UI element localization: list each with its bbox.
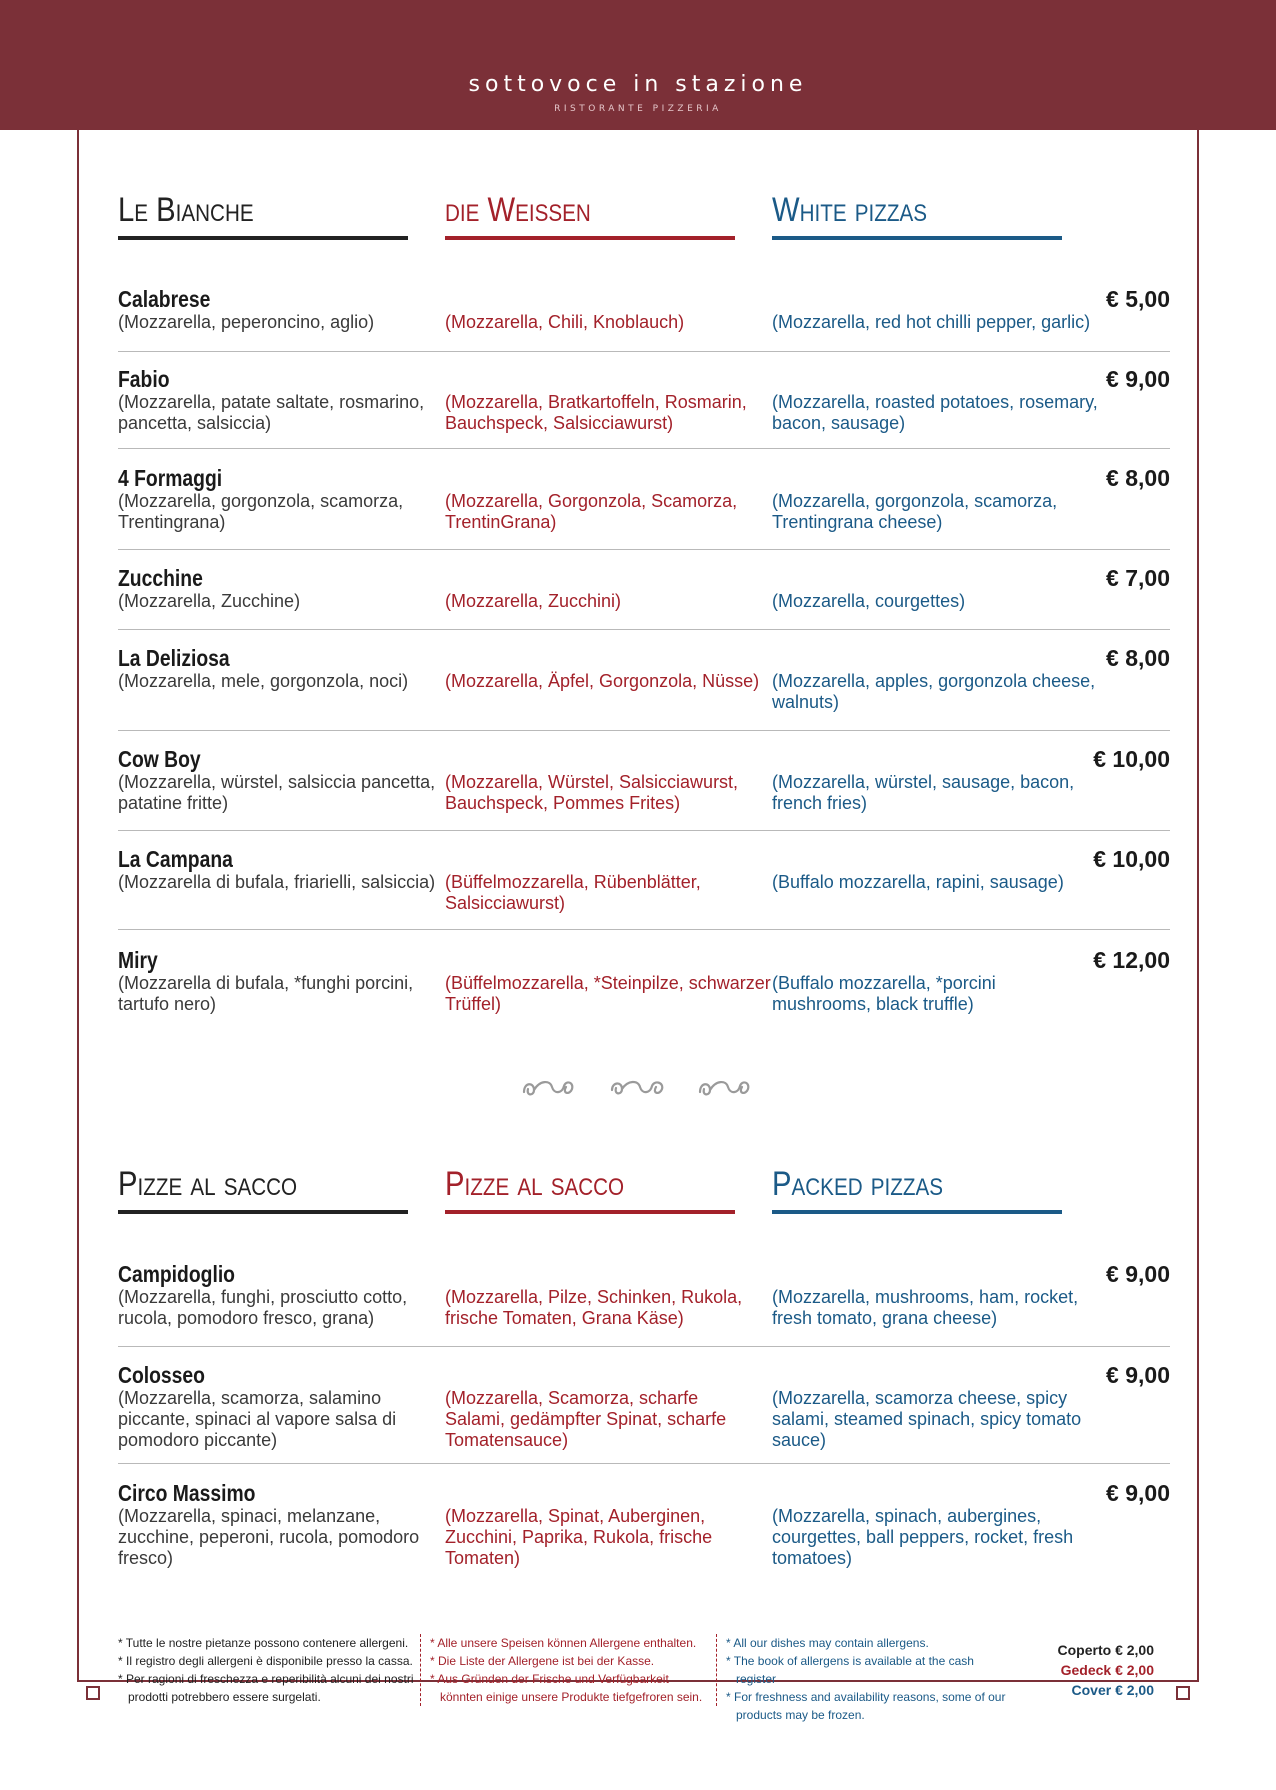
item-price: € 12,00 <box>1093 947 1170 973</box>
cover-charge-it: Coperto € 2,00 <box>1057 1642 1154 1658</box>
item-desc-de: (Mozzarella, Chili, Knoblauch) <box>445 312 685 332</box>
item-separator <box>118 830 1170 831</box>
item-desc-it: (Mozzarella, Zucchine) <box>118 591 301 611</box>
allergen-note: * For freshness and availability reasons, some of our products may be frozen. <box>726 1690 1006 1722</box>
item-price: € 10,00 <box>1093 846 1170 872</box>
item-desc-de: (Mozzarella, Würstel, Salsicciawurst, Bauchspeck, Pommes Frites) <box>445 772 739 813</box>
allergen-note: * Alle unsere Speisen können Allergene enthalten. <box>430 1636 697 1650</box>
sacco-title-de: Pizze al sacco <box>445 1165 625 1203</box>
item-separator <box>118 629 1170 630</box>
item-desc-en: (Mozzarella, mushrooms, ham, rocket, fresh tomato, grana cheese) <box>772 1287 1079 1328</box>
footer-divider <box>420 1634 421 1706</box>
item-desc-it: (Mozzarella, scamorza, salamino piccante, spinaci al vapore salsa di pomodoro piccante) <box>118 1388 397 1450</box>
item-desc-it: (Mozzarella, würstel, salsiccia pancetta, patatine fritte) <box>118 772 436 813</box>
item-desc-en: (Buffalo mozzarella, rapini, sausage) <box>772 872 1064 892</box>
item-name: Miry <box>118 947 158 973</box>
item-desc-it: (Mozzarella, peperoncino, aglio) <box>118 312 375 332</box>
item-desc-it: (Mozzarella di bufala, friarielli, salsiccia) <box>118 872 436 892</box>
allergen-note: * Die Liste der Allergene ist bei der Kasse. <box>430 1654 655 1668</box>
flourish-center <box>612 1082 662 1093</box>
item-desc-it: (Mozzarella, funghi, prosciutto cotto, rucola, pomodoro fresco, grana) <box>118 1287 408 1328</box>
flourish-left <box>524 1082 572 1094</box>
footer-divider <box>716 1634 717 1706</box>
sacco-title-en: Packed pizzas <box>772 1165 943 1203</box>
item-desc-de: (Mozzarella, Zucchini) <box>445 591 622 611</box>
item-separator <box>118 1463 1170 1464</box>
item-desc-it: (Mozzarella, spinaci, melanzane, zucchine, peperoni, rucola, pomodoro fresco) <box>118 1506 420 1568</box>
item-desc-de: (Mozzarella, Äpfel, Gorgonzola, Nüsse) <box>445 671 760 691</box>
item-name: Campidoglio <box>118 1261 235 1287</box>
bianche-rule-en <box>772 236 1062 240</box>
item-desc-en: (Mozzarella, spinach, aubergines, courgettes, ball peppers, rocket, fresh tomatoes) <box>772 1506 1074 1568</box>
item-desc-de: (Mozzarella, Spinat, Auberginen, Zucchini, Paprika, Rukola, frische Tomaten) <box>445 1506 713 1568</box>
sacco-rule-it <box>118 1210 408 1214</box>
sacco-title-it: Pizze al sacco <box>118 1165 298 1203</box>
item-desc-de: (Mozzarella, Gorgonzola, Scamorza, TrentinGrana) <box>445 491 738 532</box>
item-desc-de: (Mozzarella, Pilze, Schinken, Rukola, frische Tomaten, Grana Käse) <box>445 1287 743 1328</box>
item-price: € 9,00 <box>1106 1480 1170 1506</box>
allergen-note: * Il registro degli allergeni è disponibile presso la cassa. <box>118 1654 413 1668</box>
item-desc-it: (Mozzarella di bufala, *funghi porcini, tartufo nero) <box>118 973 414 1014</box>
item-price: € 7,00 <box>1106 565 1170 591</box>
item-desc-en: (Mozzarella, scamorza cheese, spicy salami, steamed spinach, spicy tomato sauce) <box>772 1388 1082 1450</box>
bianche-rule-it <box>118 236 408 240</box>
allergen-note: * Per ragioni di freschezza e reperibilità alcuni dei nostri prodotti potrebbero essere surgelati. <box>118 1672 414 1704</box>
item-name: Fabio <box>118 366 170 392</box>
allergen-note: * All our dishes may contain allergens. <box>726 1636 929 1650</box>
item-price: € 9,00 <box>1106 366 1170 392</box>
bianche-title-en: White pizzas <box>772 191 927 229</box>
item-desc-it: (Mozzarella, patate saltate, rosmarino, pancetta, salsiccia) <box>118 392 425 433</box>
item-desc-de: (Büffelmozzarella, *Steinpilze, schwarzer Trüffel) <box>445 973 771 1014</box>
allergen-note: * Aus Gründen der Frische und Verfügbarkeit könnten einige unsere Produkte tiefgefroren sein. <box>430 1672 703 1704</box>
allergen-notes-it <box>118 1634 416 1706</box>
item-name: Circo Massimo <box>118 1480 256 1506</box>
item-desc-de: (Mozzarella, Bratkartoffeln, Rosmarin, Bauchspeck, Salsicciawurst) <box>445 392 747 433</box>
cover-charge-en: Cover € 2,00 <box>1071 1682 1154 1698</box>
allergen-notes-en <box>726 1634 1016 1724</box>
item-desc-en: (Mozzarella, würstel, sausage, bacon, french fries) <box>772 772 1075 813</box>
item-price: € 8,00 <box>1106 645 1170 671</box>
allergen-notes-de <box>430 1634 710 1706</box>
item-desc-en: (Mozzarella, red hot chilli pepper, garlic) <box>772 312 1091 332</box>
item-price: € 5,00 <box>1106 286 1170 312</box>
item-price: € 8,00 <box>1106 465 1170 491</box>
item-separator <box>118 351 1170 352</box>
ornament-divider <box>518 1072 788 1102</box>
item-desc-en: (Mozzarella, courgettes) <box>772 591 966 611</box>
item-name: Colosseo <box>118 1362 205 1388</box>
allergen-note: * The book of allergens is available at the cash register <box>726 1654 974 1686</box>
item-desc-en: (Mozzarella, roasted potatoes, rosemary, bacon, sausage) <box>772 392 1098 433</box>
cover-charge-de: Gedeck € 2,00 <box>1060 1662 1154 1678</box>
item-name: 4 Formaggi <box>118 465 223 491</box>
item-separator <box>118 1346 1170 1347</box>
sacco-rule-de <box>445 1210 735 1214</box>
cover-charge <box>1058 1640 1154 1700</box>
item-desc-de: (Mozzarella, Scamorza, scharfe Salami, gedämpfter Spinat, scharfe Tomatensauce) <box>445 1388 727 1450</box>
bianche-title-de: die Weissen <box>445 191 591 229</box>
frame-corner-left <box>86 1686 100 1700</box>
allergen-note: * Tutte le nostre pietanze possono contenere allergeni. <box>118 1636 409 1650</box>
item-separator <box>118 448 1170 449</box>
item-name: La Campana <box>118 846 233 872</box>
item-separator <box>118 929 1170 930</box>
item-desc-en: (Mozzarella, gorgonzola, scamorza, Trentingrana cheese) <box>772 491 1058 532</box>
item-separator <box>118 549 1170 550</box>
flourish-right <box>700 1082 748 1094</box>
item-name: Zucchine <box>118 565 203 591</box>
sacco-rule-en <box>772 1210 1062 1214</box>
item-desc-en: (Mozzarella, apples, gorgonzola cheese, walnuts) <box>772 671 1096 712</box>
item-name: Calabrese <box>118 286 211 312</box>
frame-corner-right <box>1176 1686 1190 1700</box>
item-desc-it: (Mozzarella, gorgonzola, scamorza, Trentingrana) <box>118 491 404 532</box>
restaurant-subtitle: RISTORANTE PIZZERIA <box>554 104 722 114</box>
item-separator <box>118 730 1170 731</box>
item-name: La Deliziosa <box>118 645 230 671</box>
item-price: € 9,00 <box>1106 1362 1170 1388</box>
item-desc-de: (Büffelmozzarella, Rübenblätter, Salsicciawurst) <box>445 872 701 913</box>
item-desc-en: (Buffalo mozzarella, *porcini mushrooms, black truffle) <box>772 973 996 1014</box>
item-price: € 10,00 <box>1093 746 1170 772</box>
item-name: Cow Boy <box>118 746 201 772</box>
item-desc-it: (Mozzarella, mele, gorgonzola, noci) <box>118 671 409 691</box>
item-price: € 9,00 <box>1106 1261 1170 1287</box>
bianche-title-it: Le Bianche <box>118 191 254 229</box>
bianche-rule-de <box>445 236 735 240</box>
restaurant-name: sottovoce in stazione <box>468 72 808 97</box>
